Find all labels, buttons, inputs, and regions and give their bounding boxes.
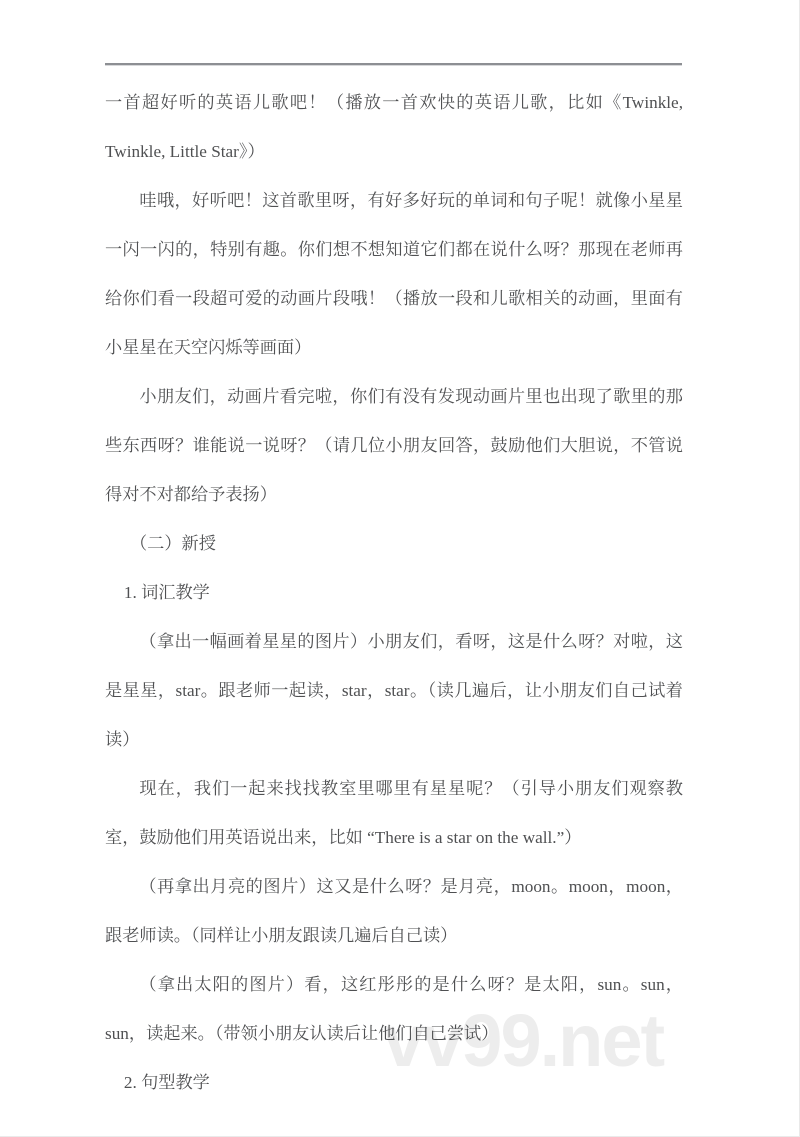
heading-sentence-pattern-teaching: 2. 句型教学	[123, 1073, 210, 1092]
heading-new-lesson: （二）新授	[129, 534, 216, 553]
paragraph-song-reaction: 哇哦，好听吧！这首歌里呀，有好多好玩的单词和句子呢！就像小星星一闪一闪的，特别有趣。你们想不想知道它们都在说什么呀？那现在老师再给你们看一段超可爱的动画片段哦！（播放一段和儿歌相关的动画，里面有小星星在天空闪烁等画面）	[105, 191, 683, 357]
paragraph-sun-picture: （拿出太阳的图片）看，这红彤彤的是什么呀？是太阳，sun。sun，sun，读起来。（带领小朋友认读后让他们自己尝试）	[105, 975, 683, 1043]
paragraph-moon-picture: （再拿出月亮的图片）这又是什么呀？是月亮，moon。moon，moon，跟老师读。（同样让小朋友跟读几遍后自己读）	[105, 877, 683, 945]
header-divider-rule	[105, 63, 682, 66]
site-watermark: vv99.net	[383, 999, 664, 1082]
heading-vocabulary-teaching: 1. 词汇教学	[123, 583, 210, 602]
paragraph-star-picture: （拿出一幅画着星星的图片）小朋友们，看呀，这是什么呀？对啦，这是星星，star。跟老师一起读，star，star。（读几遍后，让小朋友们自己试着读）	[105, 632, 683, 749]
document-body	[105, 78, 683, 1107]
paragraph-find-star-in-classroom: 现在，我们一起来找找教室里哪里有星星呢？（引导小朋友们观察教室，鼓励他们用英语说出来，比如 “There is a star on the wall.”）	[105, 779, 683, 847]
paragraph-song-continuation: 一首超好听的英语儿歌吧！（播放一首欢快的英语儿歌，比如《Twinkle, Twinkle, Little Star》）	[105, 93, 683, 161]
paragraph-cartoon-discussion: 小朋友们，动画片看完啦，你们有没有发现动画片里也出现了歌里的那些东西呀？谁能说一说呀？（请几位小朋友回答，鼓励他们大胆说，不管说得对不对都给予表扬）	[105, 387, 683, 504]
